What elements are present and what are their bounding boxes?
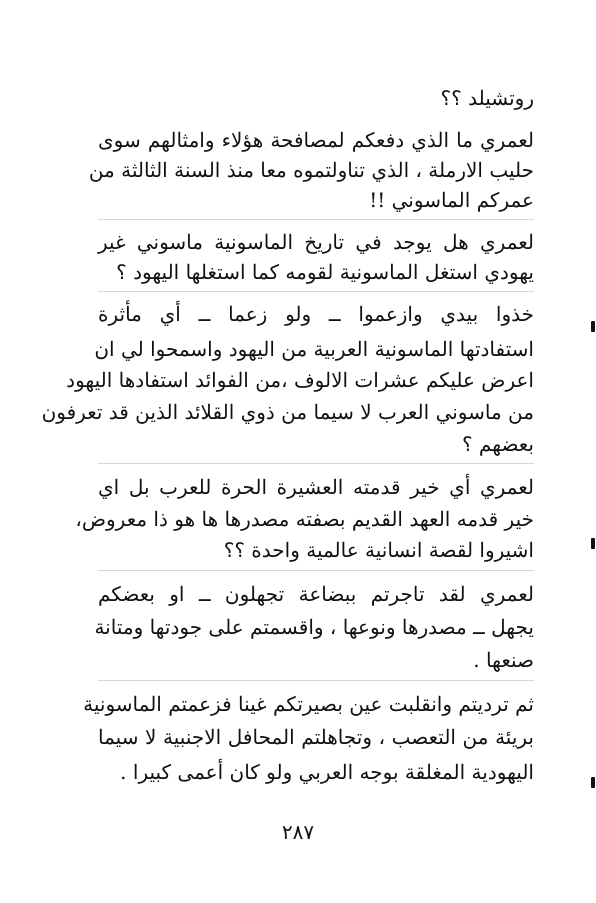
text-line: لعمري لقد تاجرتم ببضاعة تجهلون ــ او بعضكم [98, 582, 534, 606]
text-line: لعمري أي خير قدمته العشيرة الحرة للعرب بل اي [98, 475, 534, 499]
text-line: لعمري هل يوجد في تاريخ الماسونية ماسوني غير [98, 230, 534, 254]
text-line: عمركم الماسوني !! [369, 188, 534, 212]
text-line: يجهل ــ مصدرها ونوعها ، واقسمتم على جودتها ومتانة [94, 615, 534, 639]
margin-mark [591, 321, 595, 332]
text-line: خير قدمه العهد القديم بصفته مصدرها ها هو ذا معروض، [75, 507, 534, 531]
margin-mark [591, 538, 595, 549]
text-line: اليهودية المغلقة بوجه العربي ولو كان أعمى كبيرا . [120, 760, 534, 784]
text-line: خذوا بيدي وازعموا ــ ولو زعما ــ أي مأثرة [98, 302, 534, 326]
paragraph-divider [98, 570, 534, 571]
text-line: اعرض عليكم عشرات الالوف ،من الفوائد استفادها اليهود [66, 368, 534, 392]
margin-mark [591, 777, 595, 788]
paragraph-divider [98, 291, 534, 292]
paragraph-divider [98, 219, 534, 220]
paragraph-divider [98, 680, 534, 681]
text-line: بعضهم ؟ [461, 432, 534, 456]
text-line: استفادتها الماسونية العربية من اليهود واسمحوا لي ان [94, 337, 534, 361]
text-line: لعمري ما الذي دفعكم لمصافحة هؤلاء وامثالهم سوى [98, 128, 534, 152]
page-number: ٢٨٧ [281, 820, 315, 844]
text-line: بريئة من التعصب ، وتجاهلتم المحافل الاجنبية لا سيما [98, 725, 534, 749]
text-line: اشيروا لقصة انسانية عالمية واحدة ؟؟ [223, 538, 534, 562]
text-line: من ماسوني العرب لا سيما من ذوي القلائد الذين قد تعرفون [41, 400, 534, 424]
text-line: حليب الارملة ، الذي تناولتموه معا منذ السنة الثالثة من [88, 158, 534, 182]
text-line: روتشيلد ؟؟ [440, 86, 534, 110]
text-line: يهودي استغل الماسونية لقومه كما استغلها اليهود ؟ [116, 260, 534, 284]
text-line: ثم ترديتم وانقلبت عين بصيرتكم غينا فزعمتم الماسونية [83, 692, 534, 716]
paragraph-divider [98, 463, 534, 464]
text-line: صنعها . [473, 648, 534, 672]
